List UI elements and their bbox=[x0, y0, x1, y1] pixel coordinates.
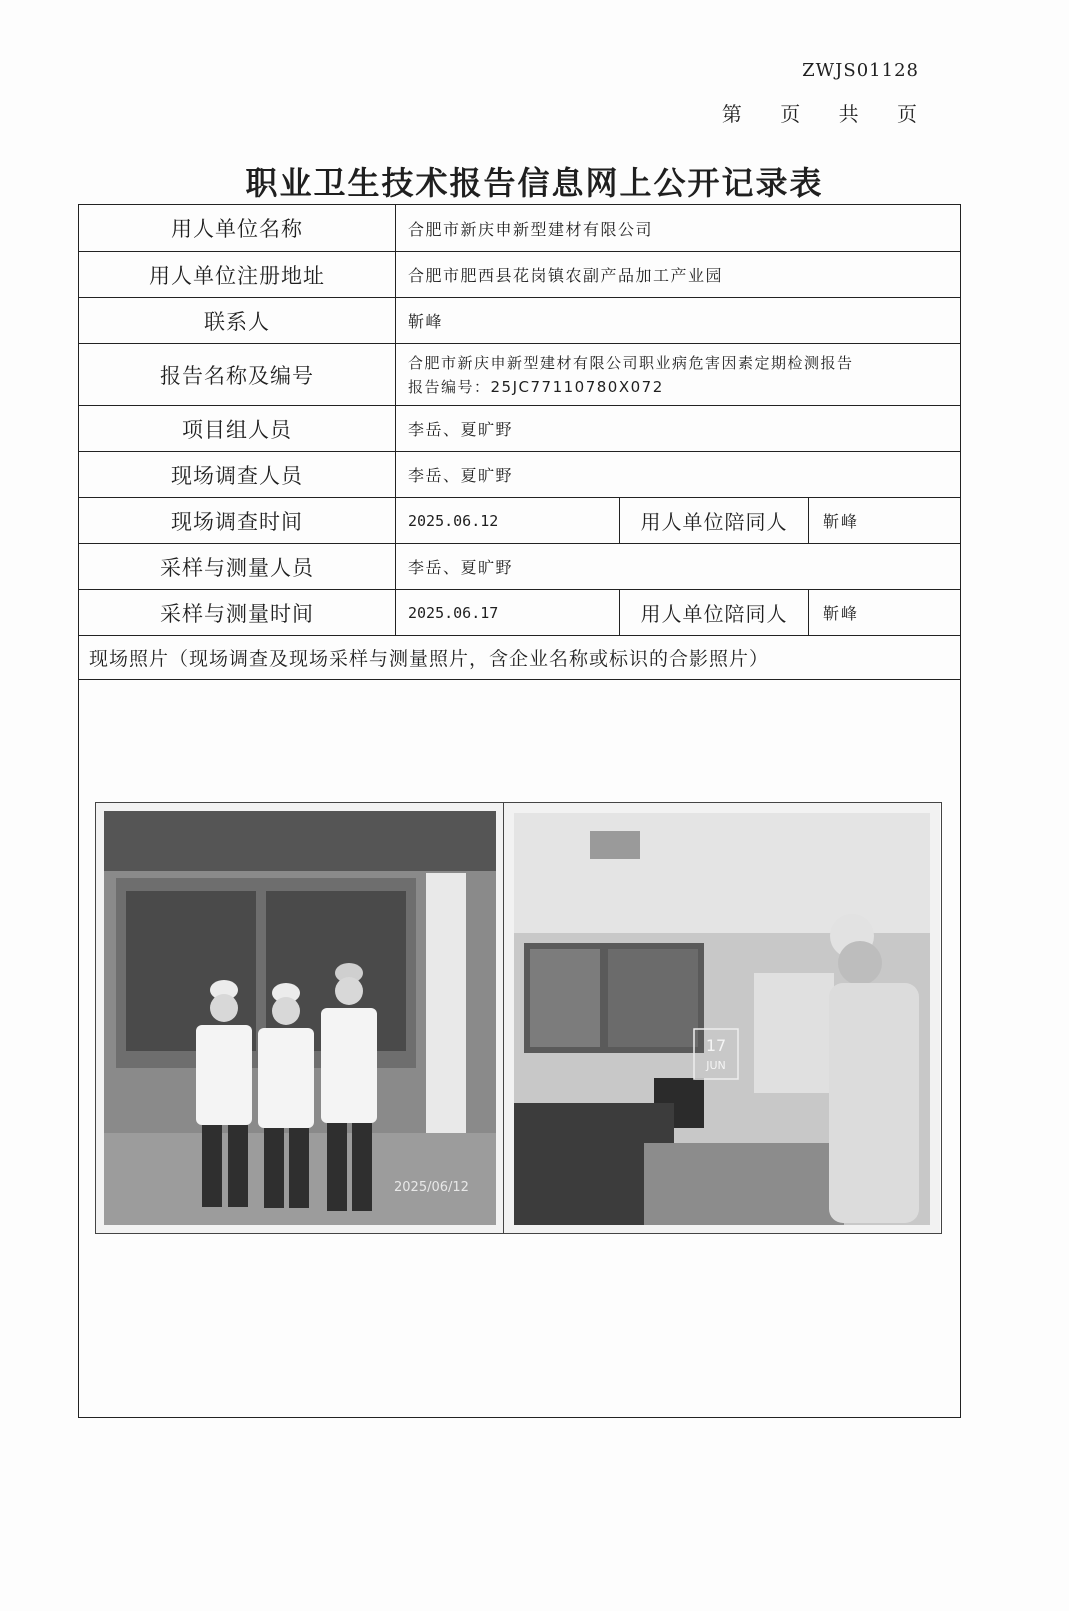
survey-time-value: 2025.06.12 bbox=[396, 498, 620, 543]
page-counter-part: 页 bbox=[897, 102, 919, 126]
project-team-label: 项目组人员 bbox=[79, 406, 396, 451]
record-form-table bbox=[78, 204, 961, 1418]
group-photo-entrance bbox=[96, 803, 504, 1233]
survey-accompany-label: 用人单位陪同人 bbox=[620, 498, 809, 543]
document-code: ZWJS01128 bbox=[802, 60, 919, 81]
sampling-time-label: 采样与测量时间 bbox=[79, 590, 396, 635]
sampling-staff-label: 采样与测量人员 bbox=[79, 544, 396, 589]
photo-month-stamp: JUN bbox=[706, 1059, 726, 1072]
row-project-team bbox=[79, 406, 960, 452]
sampling-accompany-label: 用人单位陪同人 bbox=[620, 590, 809, 635]
report-name: 合肥市新庆申新型建材有限公司职业病危害因素定期检测报告 bbox=[408, 353, 854, 372]
group-photo-illustration bbox=[96, 803, 504, 1233]
sampling-time-value: 2025.06.17 bbox=[396, 590, 620, 635]
photo-day-stamp: 17 bbox=[705, 1036, 727, 1055]
page-counter-part: 页 bbox=[780, 102, 803, 126]
report-number: 报告编号：25JC77110780X072 bbox=[408, 377, 664, 396]
employer-name-value: 合肥市新庆申新型建材有限公司 bbox=[408, 219, 654, 239]
page-counter bbox=[694, 98, 919, 127]
sampling-staff-value: 李岳、夏旷野 bbox=[408, 558, 514, 577]
row-sampling-time bbox=[79, 590, 960, 636]
row-report bbox=[79, 344, 960, 406]
employer-address-value: 合肥市肥西县花岗镇农副产品加工产业园 bbox=[408, 266, 724, 285]
contact-value: 靳峰 bbox=[408, 312, 444, 331]
report-label: 报告名称及编号 bbox=[79, 344, 396, 405]
row-employer-address bbox=[79, 252, 960, 298]
page-counter-part: 第 bbox=[721, 102, 744, 126]
control-room-illustration bbox=[504, 803, 940, 1233]
row-employer-name bbox=[79, 205, 960, 252]
sampling-photo-control-room bbox=[504, 803, 941, 1233]
site-photos-area bbox=[79, 680, 960, 1410]
row-survey-staff bbox=[79, 452, 960, 498]
page-counter-part: 共 bbox=[838, 102, 861, 126]
photo-frame bbox=[95, 802, 942, 1234]
site-photos-header: 现场照片（现场调查及现场采样与测量照片，含企业名称或标识的合影照片） bbox=[79, 636, 960, 680]
report-value bbox=[396, 344, 960, 405]
sampling-accompany-value: 靳峰 bbox=[823, 604, 860, 623]
photo-date-stamp: 2025/06/12 bbox=[394, 1180, 469, 1195]
row-sampling-staff bbox=[79, 544, 960, 590]
survey-accompany-value: 靳峰 bbox=[823, 512, 860, 531]
row-contact bbox=[79, 298, 960, 344]
employer-address-label: 用人单位注册地址 bbox=[79, 252, 396, 297]
survey-time-label: 现场调查时间 bbox=[79, 498, 396, 543]
survey-staff-label: 现场调查人员 bbox=[79, 452, 396, 497]
project-team-value: 李岳、夏旷野 bbox=[408, 420, 514, 439]
employer-name-label: 用人单位名称 bbox=[79, 205, 396, 251]
contact-label: 联系人 bbox=[79, 298, 396, 343]
survey-staff-value: 李岳、夏旷野 bbox=[408, 466, 514, 485]
row-survey-time bbox=[79, 498, 960, 544]
document-title: 职业卫生技术报告信息网上公开记录表 bbox=[245, 164, 824, 202]
